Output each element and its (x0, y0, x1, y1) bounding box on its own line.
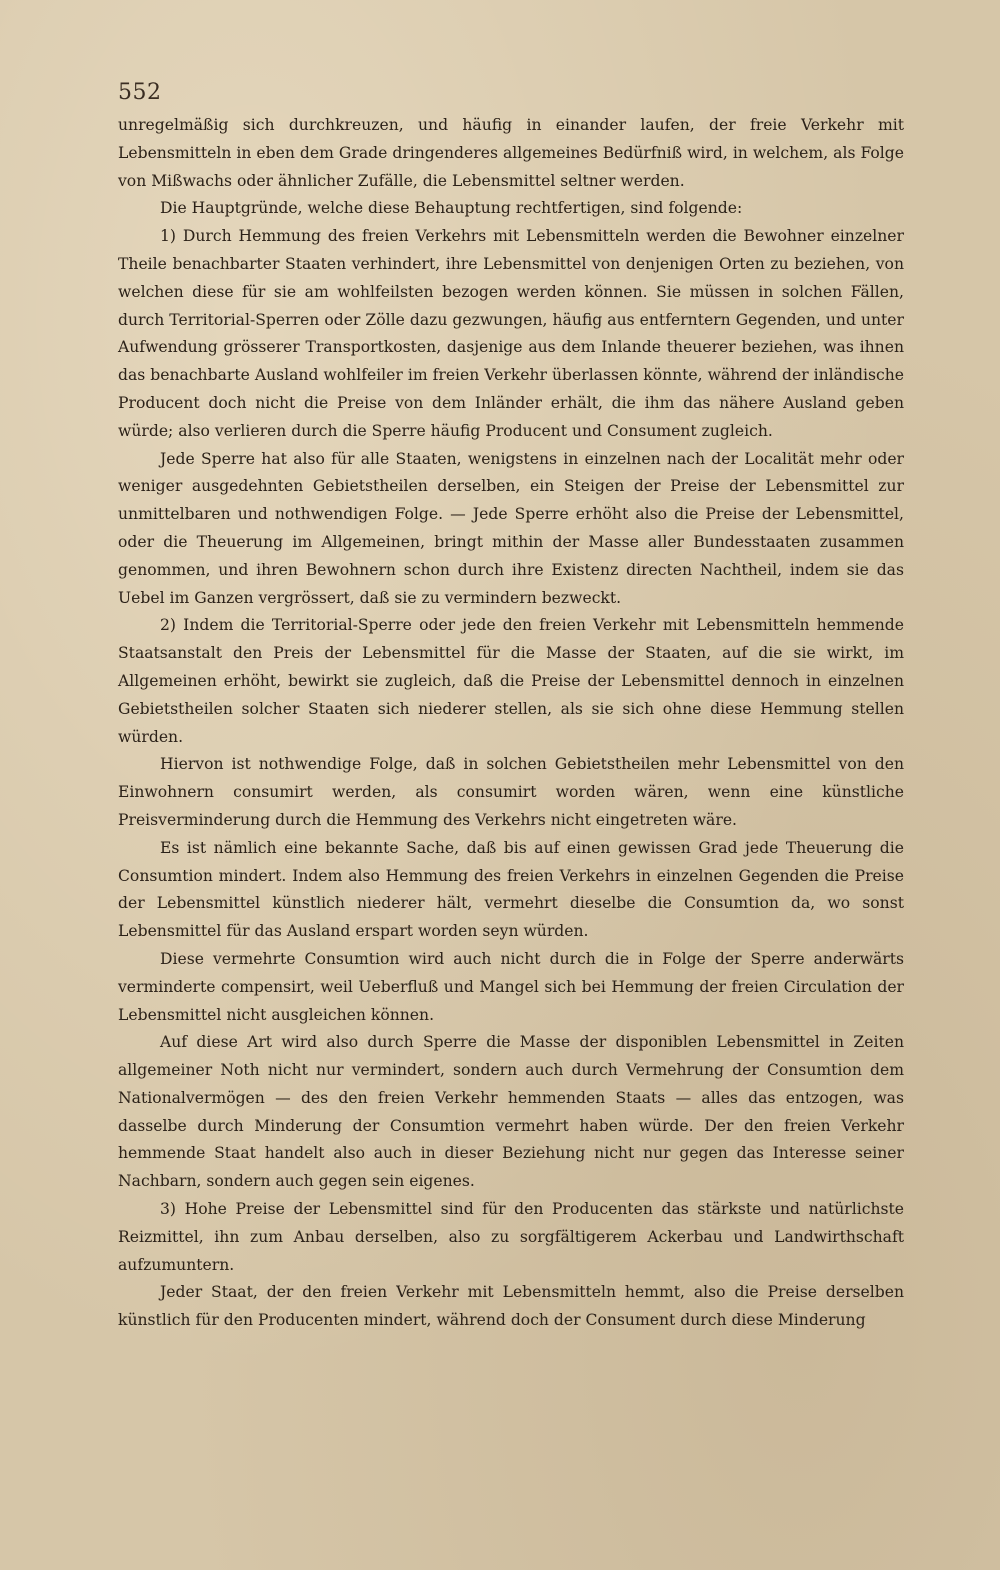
paragraph-continuation: unregelmäßig sich durchkreuzen, und häufig in einander laufen, der freie Verkehr mit Lebensmitteln in eben dem Grade dringenderes allgemeines Bedürfniß wird, in welchem, als Folge von Mißwachs oder ähnlicher Zufälle, die Lebensmittel seltner werden. (118, 116, 904, 190)
paragraph-point-1: 1) Durch Hemmung des freien Verkehrs mit Lebensmitteln werden die Bewohner einzelner Theile benachbarter Staaten verhindert, ihre Lebensmittel von denjenigen Orten zu beziehen, von welchen diese für sie am wohlfeilsten bezogen werden können. Sie müssen in solchen Fällen, durch Territorial-Sperren oder Zölle dazu gezwungen, häufig aus entferntern Gegenden, und unter Aufwendung grösserer Transportkosten, dasjenige aus dem Inlande theuerer beziehen, was ihnen das benachbarte Ausland wohlfeiler im freien Verkehr überlassen könnte, während der inländische Producent doch nicht die Preise von dem Inländer erhält, die ihm das nähere Ausland geben würde; also verlieren durch die Sperre häufig Producent und Consument zugleich. (118, 227, 904, 440)
paragraph-theuerung: Es ist nämlich eine bekannte Sache, daß bis auf einen gewissen Grad jede Theuerung die Consumtion mindert. Indem also Hemmung des freien Verkehrs in einzelnen Gegenden die Preise der Lebensmittel künstlich niederer hält, vermehrt dieselbe die Consumtion da, wo sonst Lebensmittel für das Ausland erspart worden seyn würden. (118, 838, 904, 941)
paragraph-main-reasons: Die Hauptgründe, welche diese Behauptung rechtfertigen, sind folgende: (160, 199, 743, 218)
paragraph-point-3: 3) Hohe Preise der Lebensmittel sind für den Producenten das stärkste und natürlichste Reizmittel, ihn zum Anbau derselben, also zu sorgfältigerem Ackerbau und Landwirthschaft aufzumuntern. (118, 1200, 904, 1274)
paragraph-national-wealth: Auf diese Art wird also durch Sperre die Masse der disponiblen Lebensmittel in Zeiten allgemeiner Noth nicht nur vermindert, sondern auch durch Vermehrung der Consumtion dem Nationalvermögen — des den freien Verkehr hemmenden Staats — alles das entzogen, was dasselbe durch Minderung der Consumtion vermehrt haben würde. Der den freien Verkehr hemmende Staat handelt also auch in dieser Beziehung nicht nur gegen das Interesse seiner Nachbarn, sondern auch gegen sein eigenes. (118, 1033, 904, 1191)
paragraph-sperre-effect: Jede Sperre hat also für alle Staaten, wenigstens in einzelnen nach der Localität mehr oder weniger ausgedehnten Gebietstheilen derselben, ein Steigen der Preise der Lebensmittel zur unmittelbaren und nothwendigen Folge. — Jede Sperre erhöht also die Preise der Lebensmittel, oder die Theuerung im Allgemeinen, bringt mithin der Masse aller Bundesstaaten zusammen genommen, und ihren Bewohnern schon durch ihre Existenz directen Nachtheil, indem sie das Uebel im Ganzen vergrössert, daß sie zu vermindern bezweckt. (118, 449, 904, 607)
body-text (118, 112, 904, 1335)
page-number: 552 (118, 80, 162, 105)
paragraph-consequence: Hiervon ist nothwendige Folge, daß in solchen Gebietstheilen mehr Lebensmittel von den Einwohnern consumirt werden, als consumirt worden wären, wenn eine künstliche Preisverminderung durch die Hemmung des Verkehrs nicht eingetreten wäre. (118, 755, 904, 829)
paragraph-final: Jeder Staat, der den freien Verkehr mit Lebensmitteln hemmt, also die Preise derselben künstlich für den Producenten mindert, während doch der Consument durch diese Minderung (118, 1283, 904, 1330)
paragraph-compensation: Diese vermehrte Consumtion wird auch nicht durch die in Folge der Sperre anderwärts verminderte compensirt, weil Ueberfluß und Mangel sich bei Hemmung der freien Circulation der Lebensmittel nicht ausgleichen können. (118, 949, 904, 1024)
paragraph-point-2: 2) Indem die Territorial-Sperre oder jede den freien Verkehr mit Lebensmitteln hemmende Staatsanstalt den Preis der Lebensmittel für die Masse der Staaten, auf die sie wirkt, im Allgemeinen erhöht, bewirkt sie zugleich, daß die Preise der Lebensmittel dennoch in einzelnen Gebietstheilen solcher Staaten sich niederer stellen, als sie sich ohne diese Hemmung stellen würden. (118, 616, 904, 746)
